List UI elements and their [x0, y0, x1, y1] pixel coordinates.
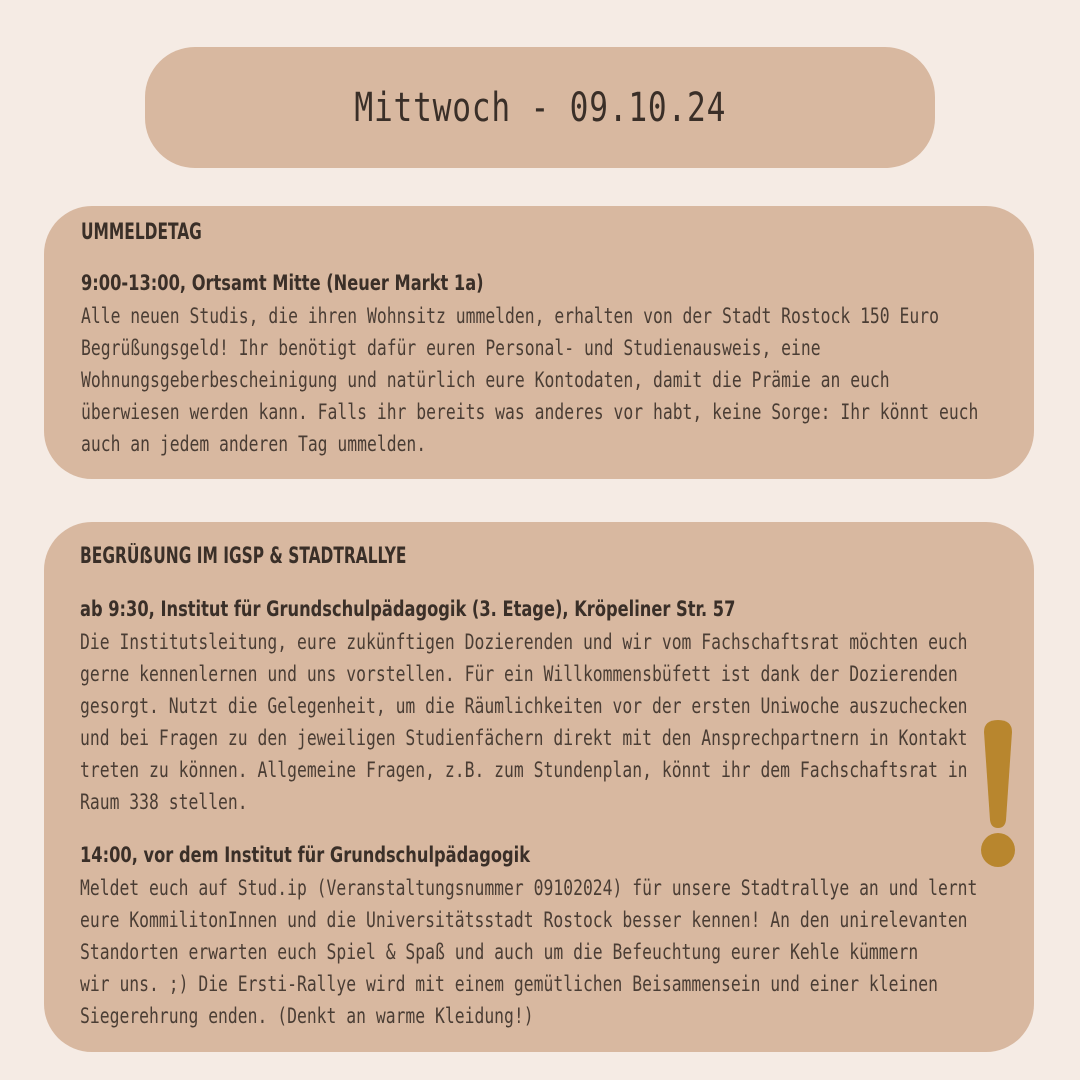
- section-heading-begruessung: BEGRÜẞUNG IM IGSP & STADTRALLYE: [80, 544, 407, 569]
- event-title-begruessung: ab 9:30, Institut für Grundschulpädagogik (3. Etage), Kröpeliner Str. 57: [80, 597, 736, 621]
- paragraph-line: Wohnungsgeberbescheinigung und natürlich eure Kontodaten, damit die Prämie an euch: [81, 368, 890, 392]
- section-heading-ummeldetag: UMMELDETAG: [81, 220, 202, 245]
- paragraph-line: Die Institutsleitung, eure zukünftigen Dozierenden und wir vom Fachschaftsrat möchten euch: [80, 630, 968, 654]
- paragraph-line: Siegerehrung enden. (Denkt an warme Kleidung!): [80, 1004, 534, 1028]
- paragraph-line: Meldet euch auf Stud.ip (Veranstaltungsnummer 09102024) für unsere Stadtrallye an und lernt: [80, 876, 978, 900]
- paragraph-line: wir uns. ;) Die Ersti-Rallye wird mit einem gemütlichen Beisammensein und einer kleinen: [80, 972, 938, 996]
- paragraph-line: eure KommilitonInnen und die Universitätsstadt Rostock besser kennen! An den unirelevanten: [80, 908, 968, 932]
- page-title: Mittwoch - 09.10.24: [354, 84, 726, 131]
- paragraph-line: Standorten erwarten euch Spiel & Spaß und auch um die Befeuchtung eurer Kehle kümmern: [80, 940, 919, 964]
- title-banner: [145, 47, 935, 168]
- event-title-stadtrallye: 14:00, vor dem Institut für Grundschulpädagogik: [80, 843, 530, 867]
- paragraph-line: auch an jedem anderen Tag ummelden.: [81, 432, 427, 456]
- paragraph-line: Begrüßungsgeld! Ihr benötigt dafür euren Personal- und Studienausweis, eine: [81, 336, 821, 360]
- paragraph-line: gerne kennenlernen und uns vorstellen. Für ein Willkommensbüfett ist dank der Dozierenden: [80, 662, 958, 686]
- exclamation-icon: [980, 720, 1016, 868]
- event-title-ummeldung: 9:00-13:00, Ortsamt Mitte (Neuer Markt 1a): [81, 271, 484, 295]
- paragraph-line: Alle neuen Studis, die ihren Wohnsitz ummelden, erhalten von der Stadt Rostock 150 Euro: [81, 304, 939, 328]
- paragraph-line: überwiesen werden kann. Falls ihr bereits was anderes vor habt, keine Sorge: Ihr könnt euch: [81, 400, 979, 424]
- paragraph-line: und bei Fragen zu den jeweiligen Studienfächern direkt mit den Ansprechpartnern in Kontakt: [80, 726, 968, 750]
- paragraph-line: Raum 338 stellen.: [80, 790, 248, 814]
- paragraph-line: gesorgt. Nutzt die Gelegenheit, um die Räumlichkeiten vor der ersten Uniwoche auszuchecken: [80, 694, 968, 718]
- paragraph-line: treten zu können. Allgemeine Fragen, z.B. zum Stundenplan, könnt ihr dem Fachschaftsrat in: [80, 758, 968, 782]
